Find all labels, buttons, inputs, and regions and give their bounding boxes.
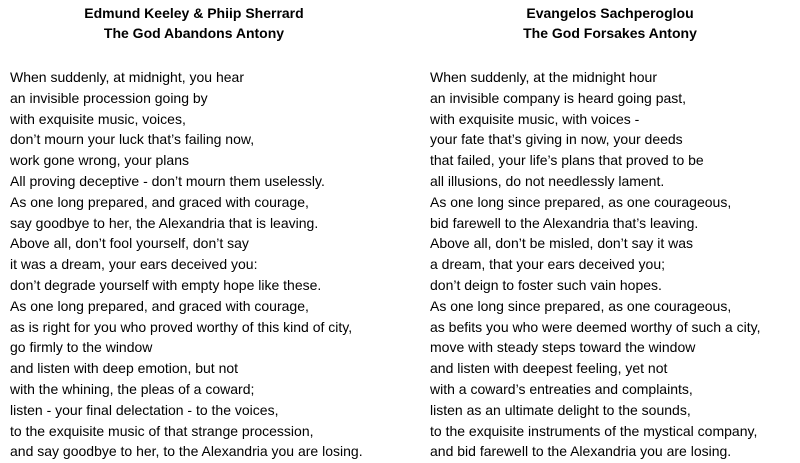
poem-line: say goodbye to her, the Alexandria that is leaving.	[10, 214, 319, 231]
left-poem-title: The God Abandons Antony	[103, 25, 285, 41]
poem-line: As one long prepared, and graced with courage,	[10, 193, 309, 210]
poem-line: with exquisite music, voices,	[10, 110, 186, 127]
poem-line: with a coward’s entreaties and complaints,	[430, 380, 693, 397]
poem-line: Above all, don’t fool yourself, don’t say	[10, 235, 249, 252]
poem-line: an invisible procession going by	[10, 89, 208, 106]
poem-line: bid farewell to the Alexandria that’s leaving.	[430, 214, 699, 231]
poem-line: as is right for you who proved worthy of this kind of city,	[10, 318, 353, 335]
poem-line: don’t degrade yourself with empty hope like these.	[10, 276, 322, 293]
poem-line: All proving deceptive - don’t mourn them uselessly.	[10, 172, 325, 189]
right-heading	[430, 3, 790, 43]
poem-line: all illusions, do not needlessly lament.	[430, 172, 665, 189]
poem-line: When suddenly, at the midnight hour	[430, 69, 657, 85]
poem-line: As one long prepared, and graced with courage,	[10, 297, 309, 314]
poem-line: and listen with deepest feeling, yet not	[430, 360, 668, 377]
left-heading	[10, 3, 378, 43]
poem-line: When suddenly, at midnight, you hear	[10, 69, 244, 85]
poem-line: As one long since prepared, as one courageous,	[430, 193, 732, 210]
poem-line: As one long since prepared, as one courageous,	[430, 297, 732, 314]
left-poem-text	[10, 67, 405, 462]
poem-line: as befits you who were deemed worthy of such a city,	[430, 318, 761, 335]
poem-line: and say goodbye to her, to the Alexandria you are losing.	[10, 443, 363, 460]
poem-line: and listen with deep emotion, but not	[10, 360, 239, 377]
poem-line: move with steady steps toward the window	[430, 339, 696, 356]
poem-line: your fate that’s giving in now, your deeds	[430, 131, 683, 148]
poem-line: it was a dream, your ears deceived you:	[10, 256, 258, 273]
poem-line: listen - your final delectation - to the voices,	[10, 401, 279, 418]
poem-line: and bid farewell to the Alexandria you are losing.	[430, 443, 732, 460]
poem-line: a dream, that your ears deceived you;	[430, 256, 666, 273]
poem-line: listen as an ultimate delight to the sounds,	[430, 401, 691, 418]
poem-line: to the exquisite instruments of the mystical company,	[430, 422, 758, 439]
poem-line: don’t mourn your luck that’s failing now,	[10, 131, 255, 148]
right-translation-column	[430, 3, 798, 462]
left-translation-column	[10, 3, 405, 462]
poem-line: an invisible company is heard going past,	[430, 89, 687, 106]
right-translator-name: Evangelos Sachperoglou	[526, 5, 694, 21]
poem-line: that failed, your life’s plans that proved to be	[430, 152, 704, 169]
left-translator-name: Edmund Keeley & Phiip Sherrard	[84, 5, 304, 21]
poem-line: Above all, don’t be misled, don’t say it was	[430, 235, 694, 252]
right-poem-title: The God Forsakes Antony	[523, 25, 697, 41]
poem-line: to the exquisite music of that strange procession,	[10, 422, 314, 439]
poem-line: go firmly to the window	[10, 339, 153, 356]
poem-line: with the whining, the pleas of a coward;	[10, 380, 255, 397]
poem-line: don’t deign to foster such vain hopes.	[430, 276, 662, 293]
poem-line: work gone wrong, your plans	[10, 152, 189, 169]
poem-line: with exquisite music, with voices -	[430, 110, 640, 127]
right-poem-text	[430, 67, 798, 462]
